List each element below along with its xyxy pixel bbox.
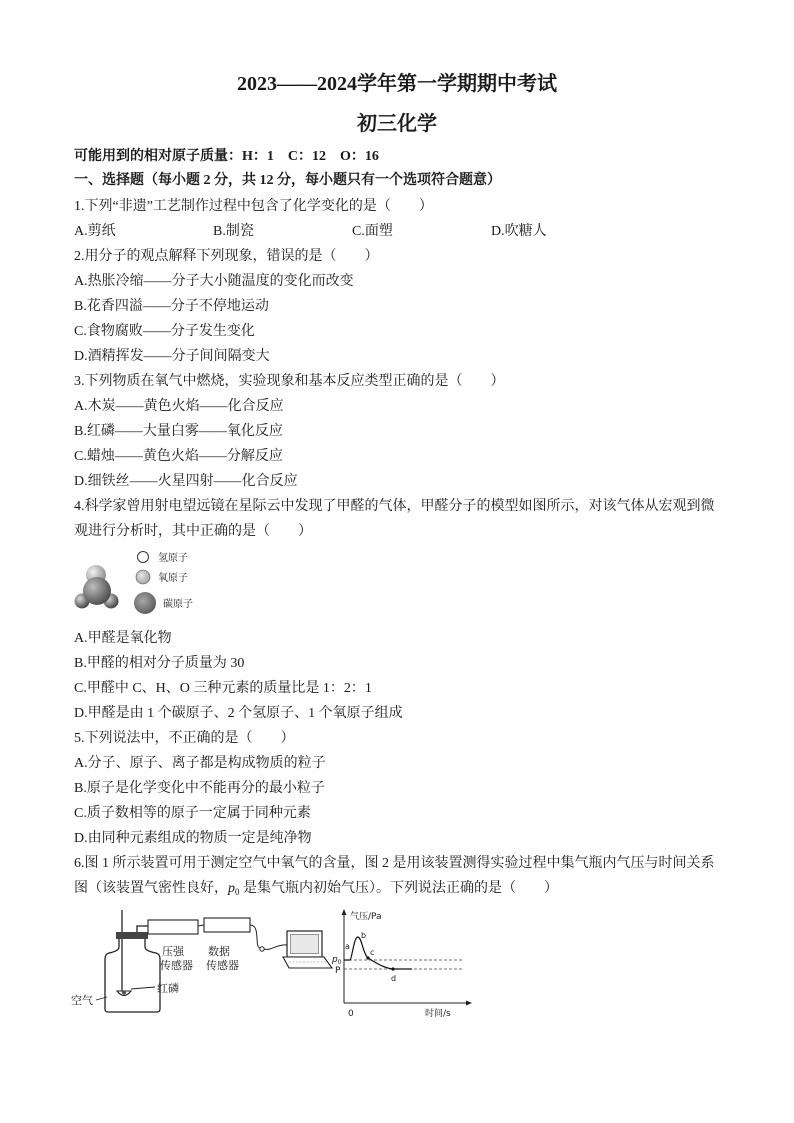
origin-label: 0 bbox=[348, 1009, 354, 1019]
question-3-option-a: A.木炭——黄色火焰——化合反应 bbox=[74, 399, 284, 414]
question-2-stem: 2.用分子的观点解释下列现象，错误的是（ ） bbox=[74, 249, 379, 264]
pressure-sensor-label-2: 传感器 bbox=[160, 959, 193, 972]
legend-carbon-label: 碳原子 bbox=[163, 599, 193, 610]
question-1-option-d: D.吹糖人 bbox=[491, 224, 547, 239]
question-4-option-c: C.甲醛中 C、H、O 三种元素的质量比是 1：2：1 bbox=[74, 681, 372, 696]
question-5-option-b: B.原子是化学变化中不能再分的最小粒子 bbox=[74, 781, 325, 796]
question-2-option-c: C.食物腐败——分子发生变化 bbox=[74, 324, 255, 339]
question-4-option-a: A.甲醛是氧化物 bbox=[74, 631, 172, 646]
y-axis-label: 气压/Pa bbox=[350, 912, 382, 922]
section-title: 一、选择题（每小题 2 分，共 12 分，每小题只有一个选项符合题意） bbox=[74, 173, 501, 188]
p0-symbol: p bbox=[332, 955, 338, 965]
connecting-tube bbox=[137, 926, 148, 932]
formaldehyde-molecule-figure bbox=[70, 545, 200, 617]
question-4-stem-line-2: 观进行分析时，其中正确的是（ ） bbox=[74, 524, 312, 539]
point-a-label: a bbox=[345, 942, 350, 951]
laptop-keyboard bbox=[283, 957, 332, 968]
legend-oxygen-swatch bbox=[136, 570, 150, 584]
data-sensor-label-1: 数据 bbox=[208, 945, 230, 958]
question-6-stem-line-1: 6.图 1 所示装置可用于测定空气中氧气的含量，图 2 是用该装置测得实验过程中集气瓶内气压与时间关系 bbox=[74, 856, 715, 871]
pressure-curve bbox=[344, 937, 412, 969]
red-phosphorus-pointer bbox=[131, 987, 155, 989]
apparatus-figure bbox=[65, 905, 345, 1020]
question-3-option-b: B.红磷——大量白雾——氧化反应 bbox=[74, 424, 283, 439]
question-1-option-b: B.制瓷 bbox=[213, 224, 254, 239]
sensor-connector bbox=[198, 925, 204, 926]
data-sensor-label-2: 传感器 bbox=[206, 959, 239, 972]
atomic-masses-note: 可能用到的相对原子质量：H：1 C：12 O：16 bbox=[74, 149, 379, 164]
molecule-atom-center bbox=[83, 577, 111, 605]
point-c-label: c bbox=[370, 948, 375, 957]
exam-subject: 初三化学 bbox=[357, 113, 437, 135]
question-3-option-d: D.细铁丝——火星四射——化合反应 bbox=[74, 474, 298, 489]
red-phosphorus-sample bbox=[122, 990, 126, 994]
data-sensor-box bbox=[204, 918, 250, 932]
point-d-label: d bbox=[391, 974, 397, 983]
pressure-time-graph bbox=[330, 905, 475, 1023]
point-d-marker bbox=[391, 967, 394, 970]
question-1-options bbox=[74, 219, 724, 244]
p0-subscript: 0 bbox=[337, 959, 342, 966]
question-6-stem-line-2 bbox=[74, 876, 724, 901]
question-4-stem-line-1: 4.科学家曾用射电望远镜在星际云中发现了甲醛的气体，甲醛分子的模型如图所示，对该气体从宏观到微 bbox=[74, 499, 715, 514]
legend-oxygen-label: 氧原子 bbox=[158, 573, 188, 584]
initial-pressure-subscript: 0 bbox=[235, 887, 240, 897]
exam-title: 2023——2024学年第一学期期中考试 bbox=[237, 73, 557, 95]
question-3-option-c: C.蜡烛——黄色火焰——分解反应 bbox=[74, 449, 283, 464]
initial-pressure-symbol: p bbox=[228, 881, 235, 896]
question-5-option-d: D.由同种元素组成的物质一定是纯净物 bbox=[74, 831, 312, 846]
cable-loop bbox=[260, 947, 264, 951]
point-b-label: b bbox=[361, 931, 367, 940]
data-cable-end bbox=[264, 945, 287, 949]
question-5-stem: 5.下列说法中，不正确的是（ ） bbox=[74, 731, 295, 746]
question-3-stem: 3.下列物质在氧气中燃烧，实验现象和基本反应类型正确的是（ ） bbox=[74, 374, 505, 389]
y-axis-arrow bbox=[342, 909, 347, 915]
question-1-stem: 1.下列“非遗”工艺制作过程中包含了化学变化的是（ ） bbox=[74, 199, 433, 214]
laptop-display bbox=[291, 935, 319, 954]
question-4-option-d: D.甲醛是由 1 个碳原子、2 个氢原子、1 个氧原子组成 bbox=[74, 706, 403, 721]
legend-hydrogen-label: 氢原子 bbox=[158, 553, 188, 564]
question-2-option-b: B.花香四溢——分子不停地运动 bbox=[74, 299, 269, 314]
x-axis-label: 时间/s bbox=[425, 1009, 451, 1019]
gas-collecting-bottle bbox=[105, 937, 160, 1012]
data-cable bbox=[250, 925, 260, 948]
question-5-option-a: A.分子、原子、离子都是构成物质的粒子 bbox=[74, 756, 326, 771]
x-axis-arrow bbox=[466, 1001, 472, 1006]
pressure-sensor-box bbox=[148, 920, 198, 934]
question-5-option-c: C.质子数相等的原子一定属于同种元素 bbox=[74, 806, 311, 821]
red-phosphorus-label: 红磷 bbox=[157, 982, 179, 995]
air-label: 空气 bbox=[71, 994, 93, 1007]
initial-pressure-tick bbox=[331, 955, 342, 966]
questions-block-1 bbox=[74, 194, 724, 544]
question-6-stem-after: 是集气瓶内初始气压）。下列说法正确的是（ ） bbox=[239, 881, 558, 896]
legend-carbon-swatch bbox=[134, 592, 156, 614]
question-2-option-d: D.酒精挥发——分子间间隔变大 bbox=[74, 349, 270, 364]
question-6-stem-before: 图（该装置气密性良好， bbox=[74, 881, 228, 896]
bottle-stopper bbox=[116, 932, 148, 939]
question-1-option-c: C.面塑 bbox=[352, 224, 393, 239]
pressure-sensor-label-1: 压强 bbox=[162, 945, 184, 958]
final-pressure-tick: P bbox=[335, 966, 341, 976]
question-1-option-a: A.剪纸 bbox=[74, 224, 116, 239]
question-2-option-a: A.热胀冷缩——分子大小随温度的变化而改变 bbox=[74, 274, 354, 289]
legend-hydrogen-swatch bbox=[138, 552, 149, 563]
question-4-option-b: B.甲醛的相对分子质量为 30 bbox=[74, 656, 245, 671]
questions-block-2 bbox=[74, 626, 724, 901]
